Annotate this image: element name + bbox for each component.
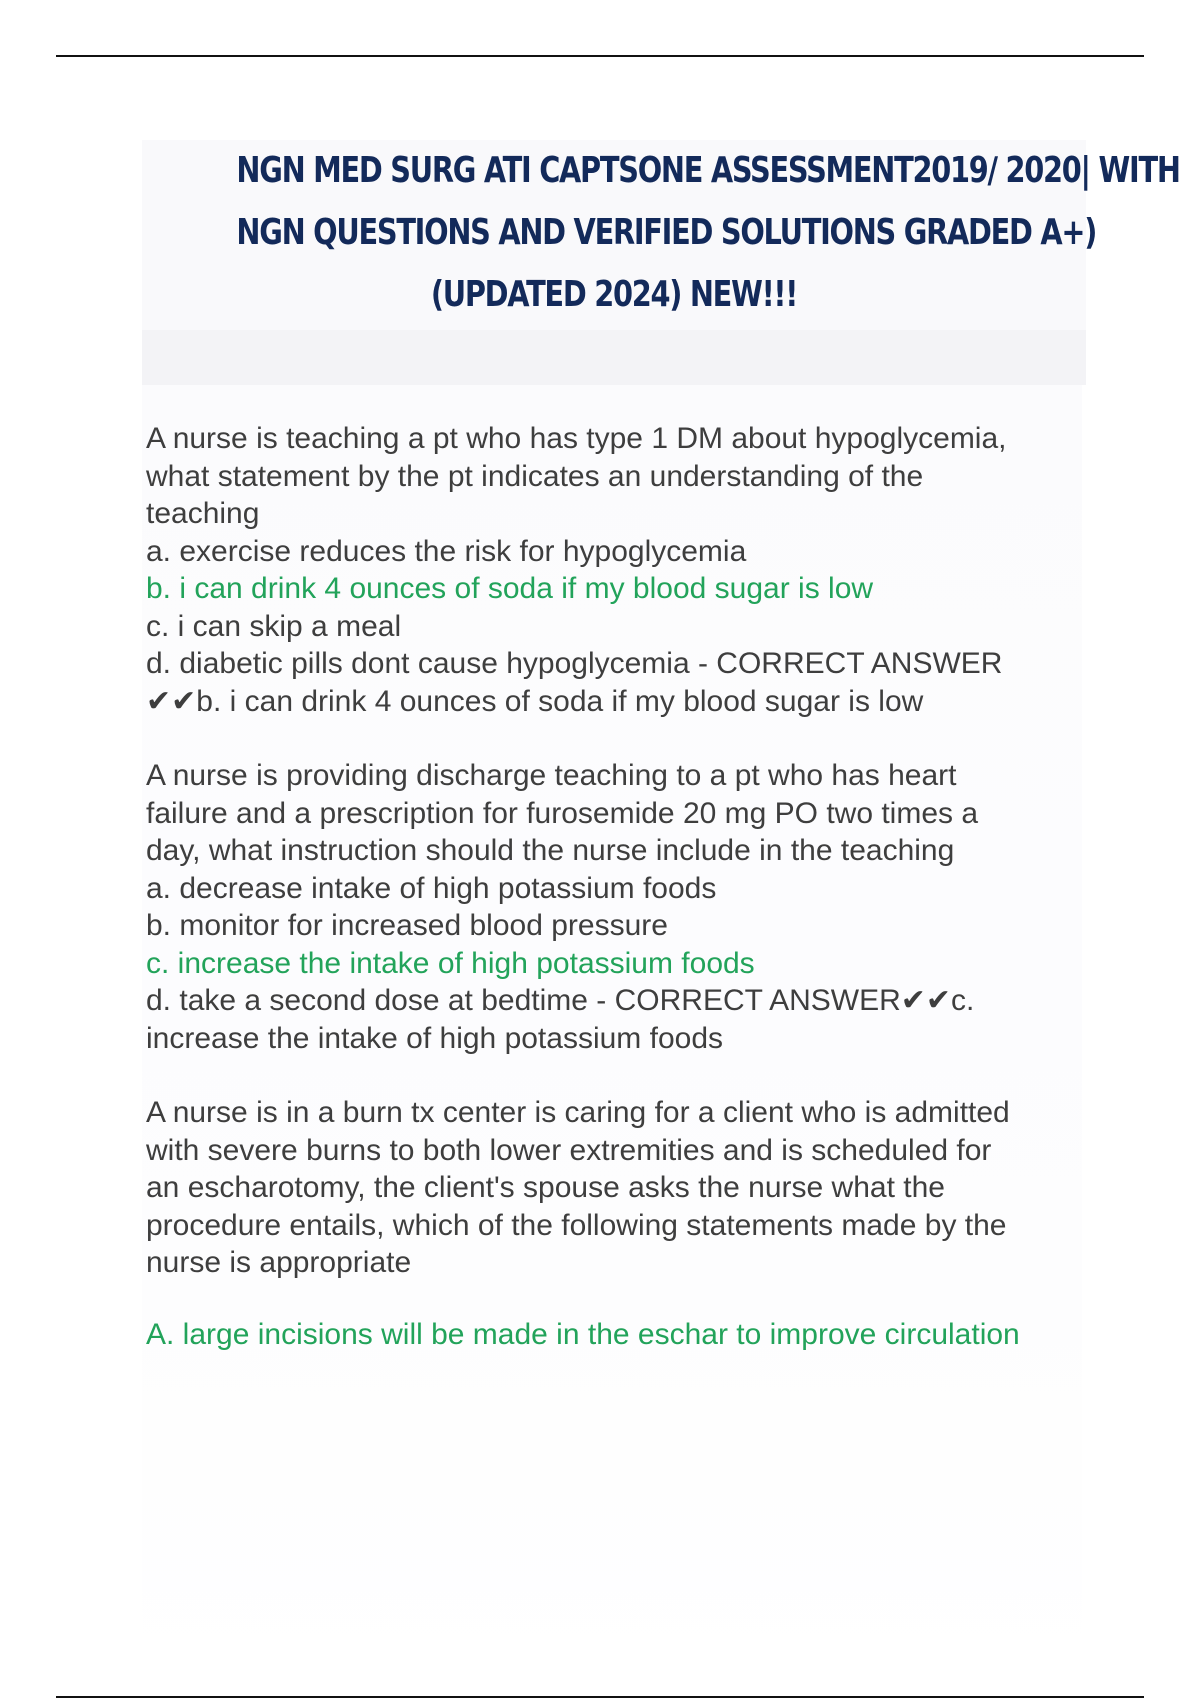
question-1-option-b-correct: b. i can drink 4 ounces of soda if my blood sugar is low bbox=[146, 572, 874, 605]
question-3-stem-line: A nurse is in a burn tx center is caring for a client who is admitted bbox=[146, 1096, 1010, 1129]
question-1-stem-line: A nurse is teaching a pt who has type 1 DM about hypoglycemia, bbox=[146, 422, 1007, 455]
question-2-option-b: b. monitor for increased blood pressure bbox=[146, 909, 668, 942]
title-line-1: NGN MED SURG ATI CAPTSONE ASSESSMENT2019/ 2020| WITH bbox=[236, 150, 1180, 191]
question-2-option-c-correct: c. increase the intake of high potassium foods bbox=[146, 946, 755, 980]
title-line-3: (UPDATED 2024) NEW!!! bbox=[430, 274, 798, 315]
title-spacer-band bbox=[142, 330, 1086, 385]
question-1-option-c: c. i can skip a meal bbox=[146, 609, 402, 643]
question-1 bbox=[146, 420, 1096, 720]
question-2-stem-line: day, what instruction should the nurse include in the teaching bbox=[146, 834, 955, 867]
top-rule bbox=[56, 55, 1144, 57]
question-2 bbox=[146, 757, 1096, 1057]
question-1-stem-line: teaching bbox=[146, 497, 260, 530]
question-3-stem-line: nurse is appropriate bbox=[146, 1246, 412, 1279]
document-title-block bbox=[142, 140, 1180, 334]
question-1-answer: ✔✔b. i can drink 4 ounces of soda if my blood sugar is low bbox=[146, 684, 924, 718]
question-3-option-a-correct: A. large incisions will be made in the eschar to improve circulation bbox=[146, 1317, 1020, 1351]
question-3-stem-line: with severe burns to both lower extremities and is scheduled for bbox=[146, 1133, 992, 1167]
question-1-option-d: d. diabetic pills dont cause hypoglycemia - CORRECT ANSWER bbox=[146, 647, 1003, 680]
question-2-answer: increase the intake of high potassium foods bbox=[146, 1021, 724, 1055]
question-2-option-a: a. decrease intake of high potassium foods bbox=[146, 871, 717, 905]
title-line-2: NGN QUESTIONS AND VERIFIED SOLUTIONS GRADED A+) bbox=[236, 212, 1097, 253]
question-2-stem-line: failure and a prescription for furosemide 20 mg PO two times a bbox=[146, 796, 979, 830]
question-2-stem-line: A nurse is providing discharge teaching to a pt who has heart bbox=[146, 759, 957, 792]
question-3-stem-line: an escharotomy, the client's spouse asks the nurse what the bbox=[146, 1171, 945, 1204]
question-3-spacer bbox=[146, 1282, 1096, 1316]
document-title bbox=[236, 140, 1180, 326]
question-1-option-a: a. exercise reduces the risk for hypoglycemia bbox=[146, 534, 747, 568]
question-3-stem-line: procedure entails, which of the following statements made by the bbox=[146, 1208, 1007, 1242]
bottom-rule bbox=[56, 1696, 1144, 1698]
question-3 bbox=[146, 1094, 1096, 1353]
question-2-option-d: d. take a second dose at bedtime - CORRECT ANSWER✔✔c. bbox=[146, 984, 975, 1017]
document-body bbox=[146, 420, 1096, 1390]
question-1-stem-line: what statement by the pt indicates an understanding of the bbox=[146, 459, 924, 493]
